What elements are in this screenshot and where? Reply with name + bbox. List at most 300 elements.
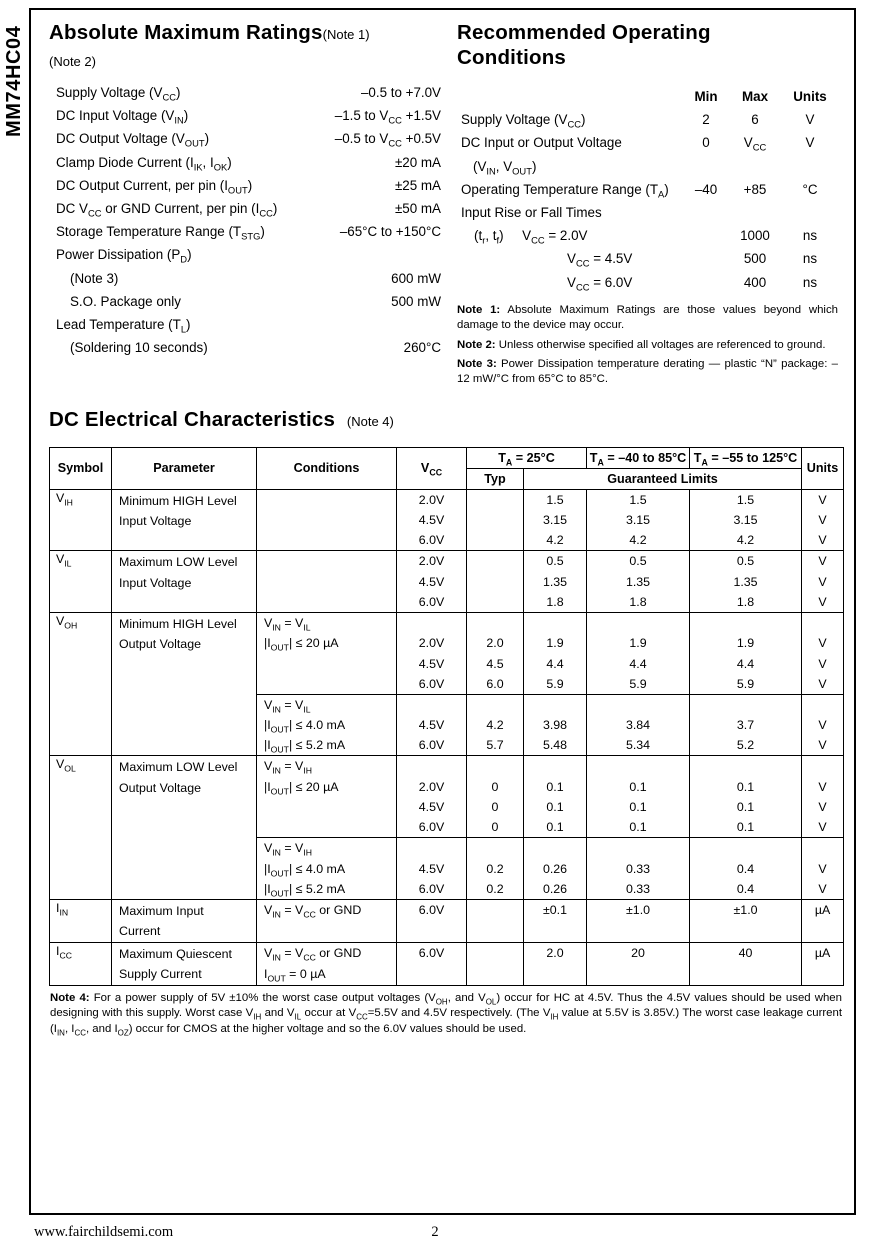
dc-units-cell: V: [802, 633, 844, 654]
dc-symbol-cell: $V_{OH}$: [50, 612, 112, 756]
dc-limit-cell: 1.5: [524, 489, 587, 510]
amr-row-label: Power Dissipation $(P_D)$: [56, 247, 192, 266]
dc-units-cell: V: [802, 797, 844, 818]
roc-row-label: ($V_{IN}$, $V_{OUT}$): [473, 158, 537, 177]
amr-row-value: 600 mW: [391, 270, 441, 286]
roc-row: [457, 178, 839, 201]
dc-limit-cell: [524, 964, 587, 986]
dc-limit-cell: 0.1: [690, 797, 802, 818]
dc-title: [49, 407, 839, 434]
dc-typ-cell: [467, 899, 524, 921]
dc-limit-cell: 3.15: [690, 510, 802, 531]
dc-limit-cell: [690, 756, 802, 777]
dc-condition-cell: [257, 592, 397, 613]
amr-row-label: Storage Temperature Range $(T_{STG})$: [56, 224, 265, 242]
dc-typ-cell: [467, 756, 524, 777]
dc-limit-cell: 0.33: [587, 879, 690, 900]
dc-parameter-cell: Maximum Input Current: [112, 899, 257, 942]
amr-row: [49, 290, 441, 313]
amr-row: [49, 197, 441, 220]
amr-row: [49, 151, 441, 174]
dc-condition-cell: $V_{IN} = V_{IL}$: [257, 612, 397, 633]
dc-limit-cell: ±1.0: [587, 899, 690, 921]
amr-row: [49, 336, 441, 359]
rec-op-table: [457, 85, 839, 294]
dc-units-cell: µA: [802, 942, 844, 964]
abs-max-title-text: Absolute Maximum Ratings: [49, 21, 323, 44]
roc-row-label: $V_{CC} = 6.0V$: [567, 274, 633, 293]
note-label: Note 3:: [457, 358, 497, 371]
dc-limit-cell: 0.4: [690, 858, 802, 879]
dc-condition-cell: [257, 674, 397, 695]
dc-limit-cell: 4.2: [524, 530, 587, 551]
dc-limit-cell: 0.1: [690, 776, 802, 797]
dc-limit-cell: 40: [690, 942, 802, 964]
section-absolute-maximum-ratings: [49, 20, 457, 392]
rec-op-header-row: [457, 85, 839, 108]
dc-typ-cell: [467, 592, 524, 613]
dc-limit-cell: 4.2: [690, 530, 802, 551]
dc-limit-cell: 0.1: [690, 817, 802, 838]
dc-typ-cell: 5.7: [467, 735, 524, 756]
amr-row: [49, 313, 441, 336]
dc-vcc-cell: 6.0V: [397, 879, 467, 900]
dc-typ-cell: 4.2: [467, 715, 524, 736]
amr-row-label: Supply Voltage $(V_{CC})$: [56, 85, 181, 103]
rec-op-header-max: Max: [741, 89, 769, 104]
amr-row-value: ±20 mA: [394, 154, 441, 170]
page-number: 2: [431, 1224, 439, 1240]
dc-limit-cell: [587, 838, 690, 859]
rec-op-header-spacer: [457, 85, 683, 108]
roc-row-units: ns: [802, 274, 818, 290]
top-columns: [49, 20, 839, 392]
dc-limit-cell: 1.8: [690, 592, 802, 613]
roc-row-max: 6: [751, 112, 759, 128]
dc-typ-cell: 0: [467, 776, 524, 797]
dc-vcc-cell: 4.5V: [397, 653, 467, 674]
dc-condition-cell: [257, 797, 397, 818]
dc-units-cell: [802, 838, 844, 859]
dc-condition-cell: $V_{IN} = V_{IH}$: [257, 756, 397, 777]
dc-limit-cell: 5.9: [587, 674, 690, 695]
dc-vcc-cell: 4.5V: [397, 510, 467, 531]
dc-limit-cell: 2.0: [524, 942, 587, 964]
roc-row-max: 1000: [740, 228, 770, 244]
dc-units-cell: µA: [802, 899, 844, 921]
page-content: [31, 10, 854, 1038]
dc-header-guaranteed-limits: Guaranteed Limits: [524, 468, 802, 489]
dc-vcc-cell: 6.0V: [397, 592, 467, 613]
roc-row-units: [781, 201, 839, 224]
dc-table-body: [50, 489, 844, 985]
dc-condition-cell: [257, 653, 397, 674]
amr-row: [49, 174, 441, 197]
amr-row-value: 500 mW: [391, 293, 441, 309]
dc-units-cell: [802, 694, 844, 715]
dc-limit-cell: 0.1: [524, 797, 587, 818]
dc-condition-cell: $|I_{OUT}| \le 4.0$ mA: [257, 858, 397, 879]
dc-condition-cell: $V_{IN} = V_{IH}$: [257, 838, 397, 859]
amr-row-value: –1.5 to $V_{CC} +1.5V$: [334, 108, 441, 126]
abs-max-rows: [49, 81, 441, 359]
dc-units-cell: V: [802, 776, 844, 797]
dc-vcc-cell: [397, 694, 467, 715]
dc-vcc-cell: [397, 838, 467, 859]
amr-row-value: –0.5 to +7.0V: [360, 85, 441, 100]
dc-limit-cell: 4.4: [524, 653, 587, 674]
dc-limit-cell: 5.2: [690, 735, 802, 756]
dc-vcc-cell: 2.0V: [397, 489, 467, 510]
dc-limit-cell: 3.98: [524, 715, 587, 736]
dc-condition-cell: $V_{IN} = V_{CC}$ or GND: [257, 899, 397, 921]
dc-header-row-1: [50, 447, 844, 468]
roc-row-min: [683, 271, 729, 294]
dc-limit-cell: 0.5: [587, 551, 690, 572]
dc-typ-cell: 0: [467, 817, 524, 838]
dc-limit-cell: ±1.0: [690, 899, 802, 921]
roc-row-min: [683, 201, 729, 224]
roc-row-units: [781, 155, 839, 178]
dc-units-cell: [802, 612, 844, 633]
rec-op-header-min: Min: [694, 89, 718, 104]
dc-condition-cell: $|I_{OUT}| \le 4.0$ mA: [257, 715, 397, 736]
dc-header-ta55-125: $T_A = -55$ to 125°C: [690, 447, 802, 468]
dc-limit-cell: 0.33: [587, 858, 690, 879]
dc-limit-cell: [587, 612, 690, 633]
dc-limit-cell: 1.35: [524, 571, 587, 592]
dc-limit-cell: 1.9: [524, 633, 587, 654]
amr-row-label: DC Output Current, per pin $(I_{OUT})$: [56, 177, 253, 196]
dc-limit-cell: 4.4: [587, 653, 690, 674]
dc-vcc-cell: [397, 756, 467, 777]
dc-limit-cell: [587, 756, 690, 777]
amr-row: [49, 81, 441, 104]
dc-limit-cell: 4.4: [690, 653, 802, 674]
dc-units-cell: V: [802, 715, 844, 736]
dc-vcc-cell: 2.0V: [397, 551, 467, 572]
note-text: Absolute Maximum Ratings are those values beyond which damage to the device may occur.: [457, 303, 838, 332]
dc-limit-cell: 1.5: [690, 489, 802, 510]
dc-units-cell: V: [802, 735, 844, 756]
note-label: Note 1:: [457, 303, 501, 316]
amr-row-label: (Soldering 10 seconds): [70, 340, 208, 356]
part-number-vertical: MM74HC04: [3, 25, 25, 137]
dc-row: [50, 551, 844, 572]
roc-row: [457, 271, 839, 294]
amr-row-label: DC Input Voltage $(V_{IN})$: [56, 108, 189, 126]
dc-header-conditions: Conditions: [257, 447, 397, 489]
dc-limit-cell: 0.4: [690, 879, 802, 900]
rec-op-rows: [457, 108, 839, 294]
dc-limit-cell: 0.1: [524, 776, 587, 797]
dc-units-cell: V: [802, 653, 844, 674]
dc-limit-cell: 3.84: [587, 715, 690, 736]
dc-header-ta25: $T_A = 25^\circ C$: [467, 447, 587, 468]
dc-limit-cell: 1.5: [587, 489, 690, 510]
dc-limit-cell: [524, 612, 587, 633]
dc-condition-cell: [257, 489, 397, 510]
dc-typ-cell: [467, 838, 524, 859]
roc-row-label: DC Input or Output Voltage: [461, 135, 622, 151]
dc-condition-cell: [257, 551, 397, 572]
dc-units-cell: V: [802, 858, 844, 879]
dc-limit-cell: [690, 838, 802, 859]
note: [457, 303, 838, 334]
dc-symbol-cell: $V_{OL}$: [50, 756, 112, 900]
dc-limit-cell: [524, 921, 587, 943]
dc-limit-cell: [587, 694, 690, 715]
dc-units-cell: V: [802, 489, 844, 510]
dc-units-cell: V: [802, 879, 844, 900]
abs-max-title-note: (Note 1): [322, 27, 370, 42]
roc-row-label: Input Rise or Fall Times: [461, 205, 602, 221]
dc-row: [50, 756, 844, 777]
dc-note4-text: For a power supply of 5V ±10% the worst case output voltages ($V_{OH}$, and $V_{OL}$) occur for HC at 4.5V. Thus the 4.5V values should be used when designing with this supply. Worst case $V_{IH}$ and $V_{IL}$ occur at $V_{CC}=5.5V$ and 4.5V respectively. (The $V_{IH}$ value at 5.5V is 3.85V.) The worst case leakage current ($I_{IN}$, $I_{CC}$, and $I_{OZ}$) occur for CMOS at the higher voltage and so the 6.0V values should be used.: [50, 991, 842, 1038]
dc-limit-cell: [690, 921, 802, 943]
note-text: Power Dissipation temperature derating — plastic “N” package: –12 mW/°C from 65°C to 85°C.: [457, 358, 838, 386]
dc-limit-cell: [524, 756, 587, 777]
dc-row: [50, 942, 844, 964]
dc-symbol-cell: $I_{IN}$: [50, 899, 112, 942]
dc-typ-cell: [467, 921, 524, 943]
roc-row-min: 0: [702, 135, 710, 151]
roc-row-max: $V_{CC}$: [743, 135, 767, 154]
dc-condition-cell: $V_{IN} = V_{IL}$: [257, 694, 397, 715]
dc-limit-cell: 1.35: [690, 571, 802, 592]
dc-typ-cell: 4.5: [467, 653, 524, 674]
dc-limit-cell: [524, 694, 587, 715]
dc-condition-cell: [257, 571, 397, 592]
amr-row-value: ±25 mA: [394, 177, 441, 193]
section-recommended-operating-conditions: [457, 20, 839, 392]
dc-condition-cell: $|I_{OUT}| \le 20$ µA: [257, 776, 397, 797]
roc-row-label: Operating Temperature Range $(T_A)$: [461, 181, 669, 200]
dc-limit-cell: [690, 694, 802, 715]
dc-units-cell: V: [802, 592, 844, 613]
amr-row-value: –65°C to +150°C: [339, 224, 441, 240]
dc-header-typ: Typ: [467, 468, 524, 489]
roc-row-max: 500: [743, 251, 767, 267]
roc-row-units: V: [805, 135, 815, 151]
dc-units-cell: V: [802, 571, 844, 592]
dc-vcc-cell: 6.0V: [397, 899, 467, 921]
note: [457, 338, 838, 353]
dc-units-cell: V: [802, 551, 844, 572]
dc-limit-cell: 3.15: [524, 510, 587, 531]
dc-limit-cell: 1.9: [690, 633, 802, 654]
roc-row-units: °C: [802, 181, 818, 197]
amr-row-label: (Note 3): [70, 270, 119, 286]
dc-row: [50, 899, 844, 921]
dc-vcc-cell: 6.0V: [397, 735, 467, 756]
dc-header-units: Units: [802, 447, 844, 489]
dc-limit-cell: [587, 964, 690, 986]
dc-limit-cell: 1.8: [587, 592, 690, 613]
dc-limit-cell: 3.7: [690, 715, 802, 736]
rec-op-notes: [457, 303, 839, 388]
roc-row-label: Supply Voltage $(V_{CC})$: [461, 112, 586, 130]
dc-typ-cell: 6.0: [467, 674, 524, 695]
amr-row-value: –0.5 to $V_{CC} +0.5V$: [334, 131, 441, 150]
roc-row-label: ($t_r$, $t_f$) $V_{CC} = 2.0V$: [474, 228, 588, 246]
dc-units-cell: V: [802, 510, 844, 531]
dc-condition-cell: [257, 530, 397, 551]
dc-typ-cell: 0.2: [467, 858, 524, 879]
dc-condition-cell: $I_{OUT} = 0$ µA: [257, 964, 397, 986]
amr-row-label: DC Output Voltage $(V_{OUT})$: [56, 131, 210, 150]
roc-row-min: [683, 155, 729, 178]
page-footer: [0, 1224, 870, 1248]
dc-vcc-cell: 2.0V: [397, 633, 467, 654]
dc-row: [50, 489, 844, 510]
note-text: Unless otherwise specified all voltages are referenced to ground.: [498, 338, 826, 351]
roc-row-min: [683, 224, 729, 247]
dc-vcc-cell: [397, 612, 467, 633]
dc-typ-cell: [467, 612, 524, 633]
dc-typ-cell: [467, 510, 524, 531]
dc-parameter-cell: Maximum LOW Level Output Voltage: [112, 756, 257, 900]
amr-row-label: Clamp Diode Current ($I_{IK}$, $I_{OK}$): [56, 154, 232, 173]
dc-condition-cell: [257, 921, 397, 943]
dc-typ-cell: [467, 489, 524, 510]
dc-characteristics-table: [49, 447, 844, 986]
dc-symbol-cell: $V_{IH}$: [50, 489, 112, 551]
amr-row-value: 260°C: [403, 340, 441, 356]
abs-max-title: [49, 20, 457, 47]
roc-row: [457, 108, 839, 131]
rec-op-header-units: Units: [793, 89, 827, 104]
dc-units-cell: V: [802, 530, 844, 551]
roc-row-units: ns: [802, 251, 818, 267]
roc-row-max: +85: [743, 181, 767, 197]
dc-limit-cell: [587, 921, 690, 943]
dc-limit-cell: 5.9: [524, 674, 587, 695]
roc-row-min: –40: [694, 181, 718, 197]
roc-row-units: V: [805, 112, 815, 128]
dc-vcc-cell: 4.5V: [397, 571, 467, 592]
dc-row: [50, 612, 844, 633]
roc-row-max: 400: [743, 274, 767, 290]
dc-typ-cell: [467, 964, 524, 986]
dc-condition-cell: $V_{IN} = V_{CC}$ or GND: [257, 942, 397, 964]
dc-vcc-cell: 6.0V: [397, 674, 467, 695]
dc-typ-cell: 0.2: [467, 879, 524, 900]
dc-header-symbol: Symbol: [50, 447, 112, 489]
dc-limit-cell: 4.2: [587, 530, 690, 551]
dc-vcc-cell: 2.0V: [397, 776, 467, 797]
dc-vcc-cell: [397, 964, 467, 986]
dc-limit-cell: 1.9: [587, 633, 690, 654]
amr-row-label: DC $V_{CC}$ or GND Current, per pin $(I_{CC})$: [56, 201, 278, 219]
dc-limit-cell: 0.26: [524, 858, 587, 879]
dc-limit-cell: 0.5: [690, 551, 802, 572]
roc-row-min: [683, 247, 729, 270]
dc-header-ta40-85: $T_A = -40$ to 85°C: [587, 447, 690, 468]
dc-units-cell: [802, 756, 844, 777]
roc-row: [457, 201, 839, 224]
roc-row-min: 2: [702, 112, 710, 128]
amr-row: [49, 243, 441, 266]
roc-row-label: $V_{CC} = 4.5V$: [567, 251, 633, 270]
dc-limit-cell: 0.1: [524, 817, 587, 838]
dc-limit-cell: 0.5: [524, 551, 587, 572]
dc-units-cell: V: [802, 674, 844, 695]
dc-limit-cell: ±0.1: [524, 899, 587, 921]
amr-row: [49, 267, 441, 290]
dc-limit-cell: 0.1: [587, 797, 690, 818]
dc-limit-cell: 1.35: [587, 571, 690, 592]
note-label: Note 2:: [457, 338, 496, 351]
dc-limit-cell: [690, 612, 802, 633]
dc-vcc-cell: 4.5V: [397, 797, 467, 818]
dc-typ-cell: 0: [467, 797, 524, 818]
page-frame: [29, 8, 856, 1215]
dc-parameter-cell: Maximum LOW Level Input Voltage: [112, 551, 257, 613]
dc-typ-cell: [467, 942, 524, 964]
dc-limit-cell: 20: [587, 942, 690, 964]
roc-row: [457, 131, 839, 154]
dc-symbol-cell: $V_{IL}$: [50, 551, 112, 613]
dc-limit-cell: [690, 964, 802, 986]
dc-limit-cell: 0.1: [587, 817, 690, 838]
roc-row-units: ns: [802, 228, 818, 244]
roc-row: [457, 224, 839, 247]
dc-note4-label: Note 4:: [50, 991, 90, 1004]
dc-note4: [49, 991, 843, 1038]
amr-row: [49, 104, 441, 127]
roc-row-max: [729, 201, 781, 224]
dc-condition-cell: [257, 817, 397, 838]
dc-limit-cell: 1.8: [524, 592, 587, 613]
dc-vcc-cell: 6.0V: [397, 942, 467, 964]
dc-condition-cell: $|I_{OUT}| \le 5.2$ mA: [257, 879, 397, 900]
amr-row-value: ±50 mA: [394, 201, 441, 217]
dc-vcc-cell: 4.5V: [397, 715, 467, 736]
dc-parameter-cell: Minimum HIGH Level Input Voltage: [112, 489, 257, 551]
amr-row: [49, 220, 441, 243]
note: [457, 357, 838, 388]
dc-units-cell: [802, 964, 844, 986]
dc-units-cell: V: [802, 817, 844, 838]
roc-row: [457, 155, 839, 178]
dc-units-cell: [802, 921, 844, 943]
roc-row-max: [729, 155, 781, 178]
rec-op-title: Recommended Operating Conditions: [457, 21, 711, 69]
dc-limit-cell: 0.1: [587, 776, 690, 797]
dc-typ-cell: [467, 551, 524, 572]
roc-row: [457, 247, 839, 270]
dc-typ-cell: 2.0: [467, 633, 524, 654]
dc-title-text: DC Electrical Characteristics: [49, 407, 336, 431]
abs-max-note2: (Note 2): [49, 54, 96, 69]
dc-parameter-cell: Maximum Quiescent Supply Current: [112, 942, 257, 985]
dc-vcc-cell: [397, 921, 467, 943]
dc-typ-cell: [467, 530, 524, 551]
dc-limit-cell: 5.34: [587, 735, 690, 756]
dc-vcc-cell: 6.0V: [397, 530, 467, 551]
dc-limit-cell: 5.48: [524, 735, 587, 756]
dc-condition-cell: $|I_{OUT}| \le 20$ µA: [257, 633, 397, 654]
dc-table-head: [50, 447, 844, 489]
dc-condition-cell: $|I_{OUT}| \le 5.2$ mA: [257, 735, 397, 756]
dc-header-vcc: $V_{CC}$: [397, 447, 467, 489]
dc-header-parameter: Parameter: [112, 447, 257, 489]
dc-symbol-cell: $I_{CC}$: [50, 942, 112, 985]
dc-vcc-cell: 4.5V: [397, 858, 467, 879]
dc-parameter-cell: Minimum HIGH Level Output Voltage: [112, 612, 257, 756]
dc-condition-cell: [257, 510, 397, 531]
